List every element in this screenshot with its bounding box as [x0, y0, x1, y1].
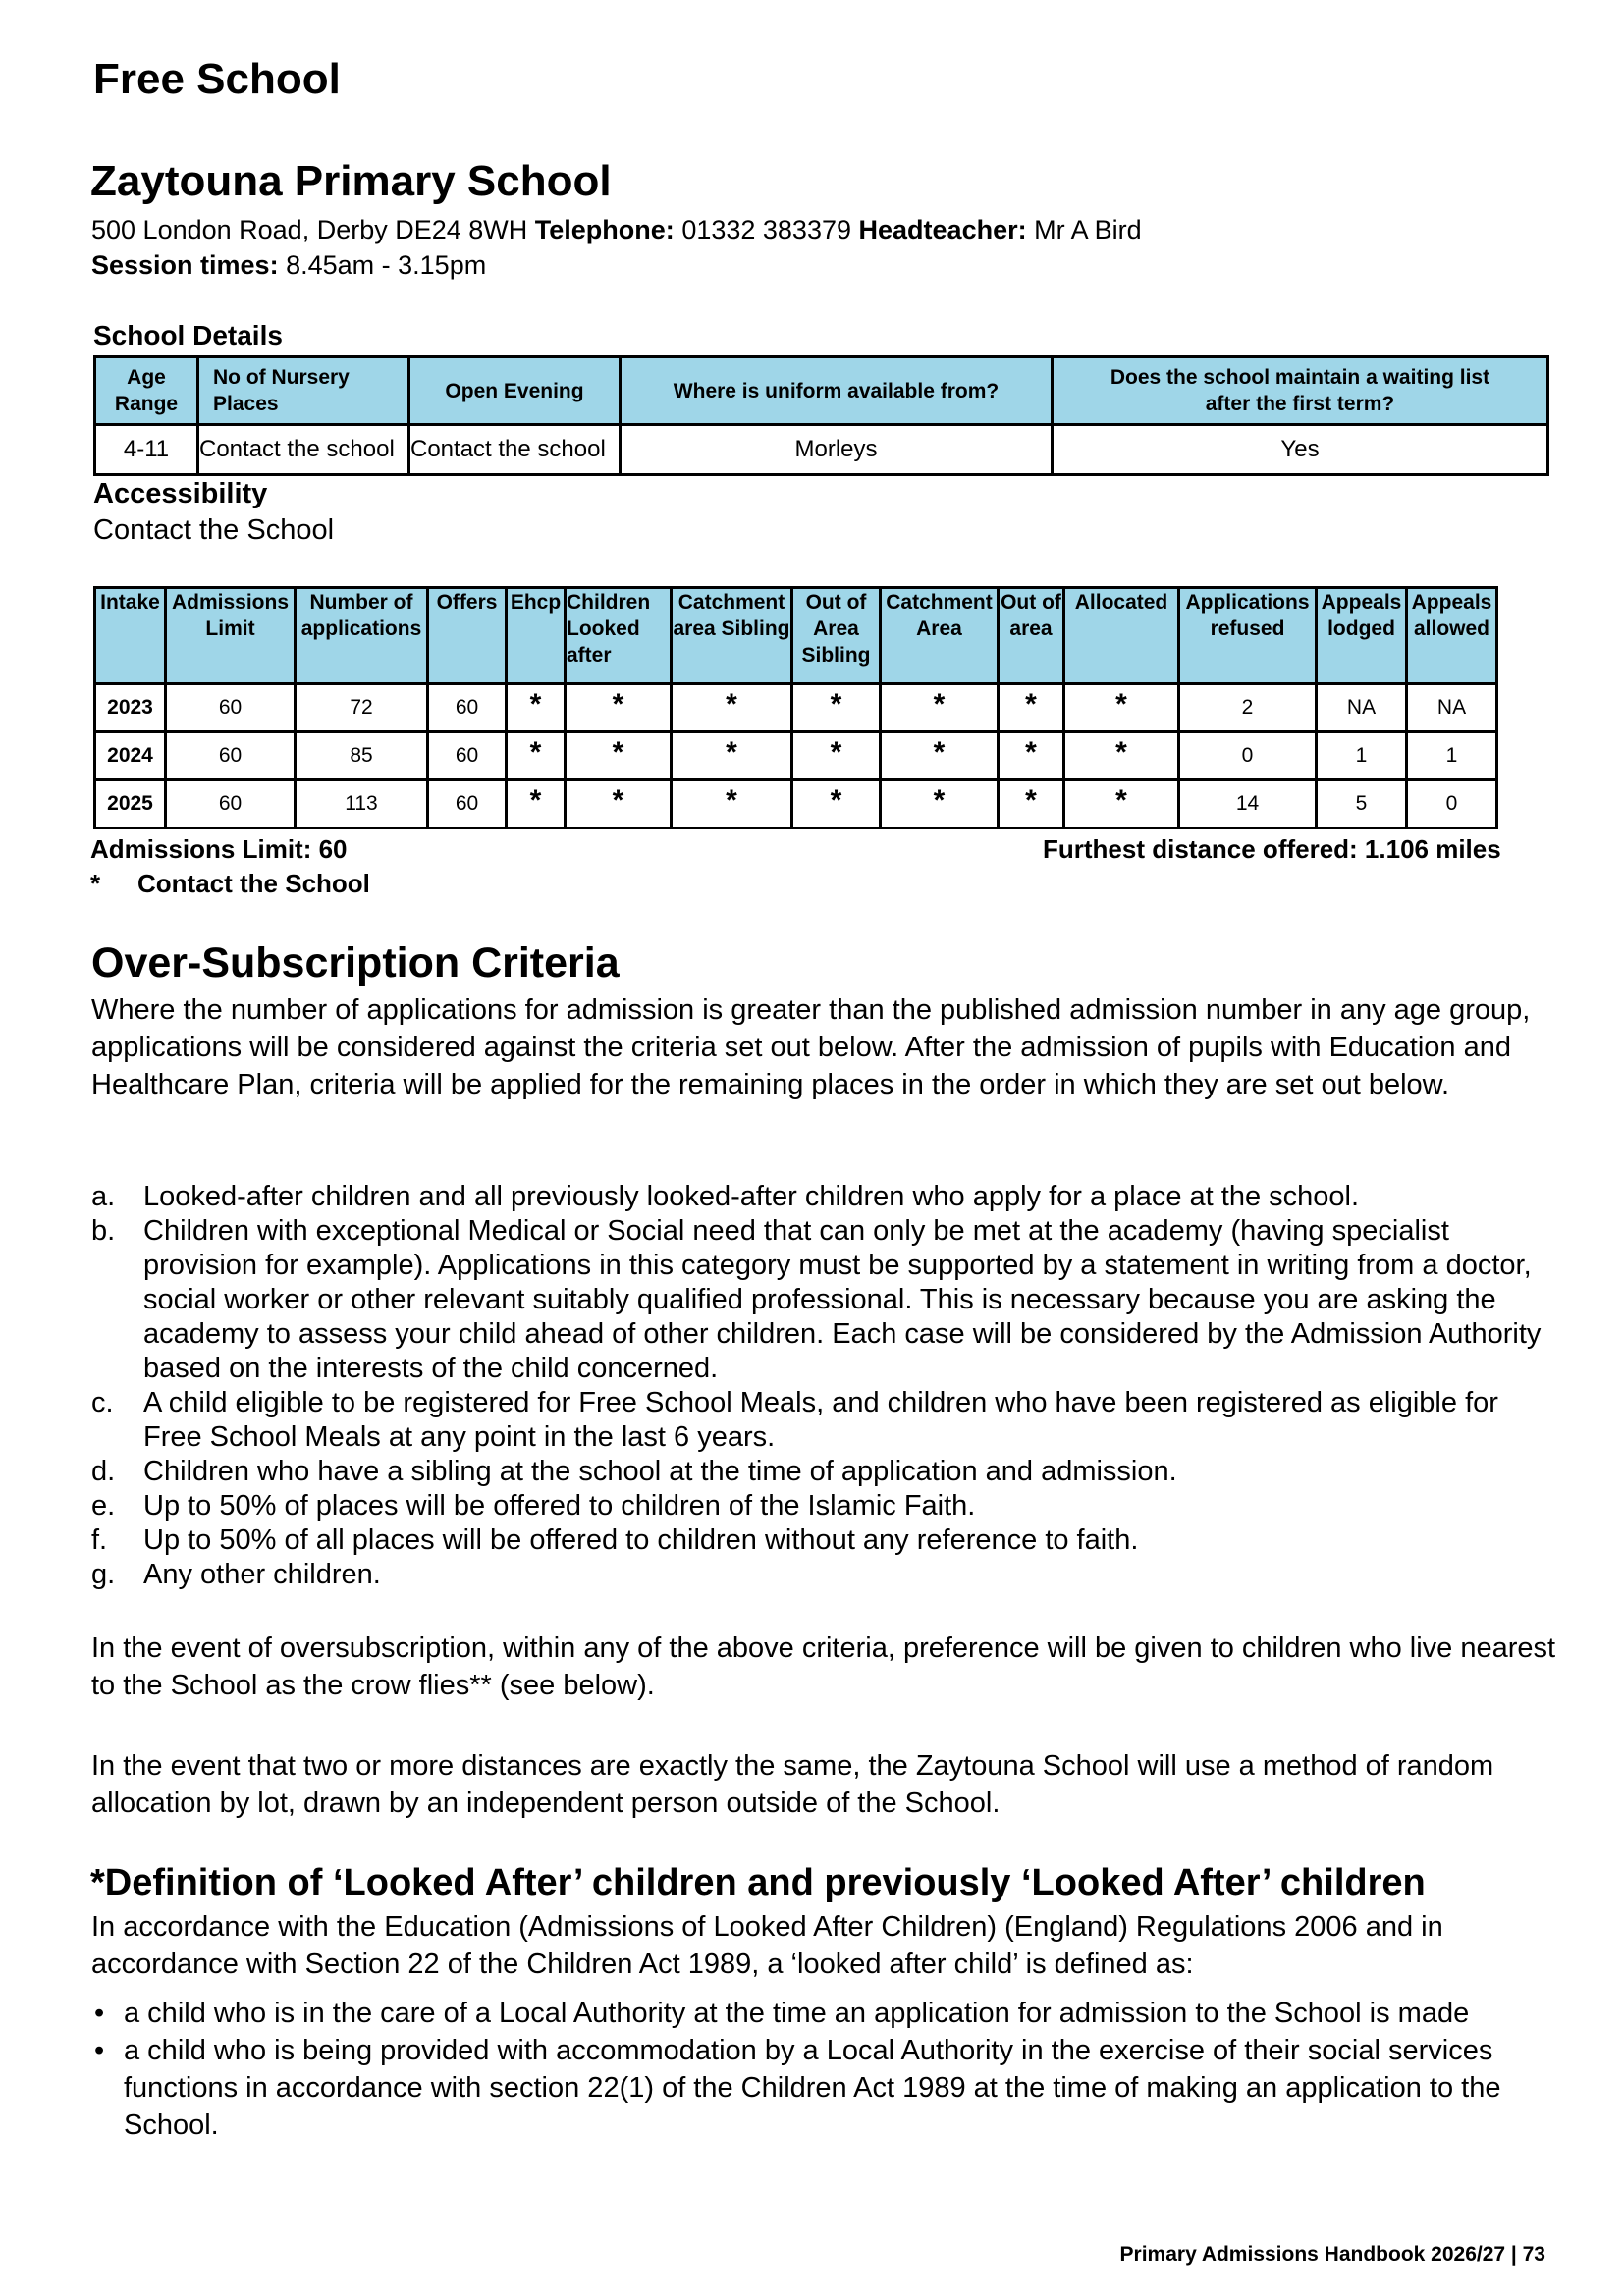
cell: 1 [1407, 732, 1497, 780]
header-number-applications: Number of applications [296, 588, 428, 684]
table-note [90, 869, 370, 899]
cell: 60 [166, 732, 296, 780]
headteacher: Mr A Bird [1034, 215, 1142, 244]
cell: * [881, 780, 999, 828]
cell: 85 [296, 732, 428, 780]
list-item [91, 1523, 1564, 1558]
table-row [95, 732, 1497, 780]
cell: 72 [296, 684, 428, 732]
cell: 0 [1179, 732, 1317, 780]
table-row [95, 780, 1497, 828]
cell-nursery-places: Contact the school [198, 425, 409, 475]
cell-intake: 2025 [95, 780, 166, 828]
header-out-area-sibling: Out of Area Sibling [792, 588, 881, 684]
school-details-table [93, 355, 1549, 476]
cell: * [507, 684, 566, 732]
page-footer: Primary Admissions Handbook 2026/27 | 73 [1119, 2243, 1545, 2266]
cell: 14 [1179, 780, 1317, 828]
cell: NA [1407, 684, 1497, 732]
header-catchment-area: Catchment Area [881, 588, 999, 684]
address: 500 London Road, Derby DE24 8WH [91, 215, 528, 244]
header-catchment-sibling: Catchment area Sibling [672, 588, 792, 684]
intake-header-row [95, 588, 1497, 684]
cell: 60 [428, 732, 507, 780]
cell: * [999, 780, 1064, 828]
cell: * [999, 684, 1064, 732]
list-text: a child who is in the care of a Local Authority at the time an application for admission to the School is made [124, 1998, 1470, 2029]
cell-uniform: Morleys [621, 425, 1053, 475]
cell: 2 [1179, 684, 1317, 732]
cell: * [1064, 780, 1179, 828]
header-offers: Offers [428, 588, 507, 684]
bullet-icon: • [94, 2035, 105, 2066]
furthest-distance-text: Furthest distance offered: 1.106 miles [1043, 834, 1501, 864]
table-header-row [95, 357, 1548, 425]
definition-list [91, 1995, 1505, 2144]
header-appeals-lodged: Appeals lodged [1317, 588, 1407, 684]
header-looked-after: Children Looked after [566, 588, 672, 684]
cell: * [566, 732, 672, 780]
admissions-limit-text: Admissions Limit: 60 [90, 834, 348, 864]
list-item [91, 1180, 1564, 1214]
headteacher-label: Headteacher: [858, 215, 1027, 244]
list-item [91, 1386, 1564, 1455]
list-item [91, 1558, 1564, 1592]
cell: * [566, 780, 672, 828]
cell: * [1064, 684, 1179, 732]
header-out-of-area: Out of area [999, 588, 1064, 684]
cell-age-range: 4-11 [95, 425, 198, 475]
cell: * [566, 684, 672, 732]
session-times: 8.45am - 3.15pm [286, 250, 487, 280]
list-text: Children who have a sibling at the school at the time of application and admission. [143, 1456, 1177, 1487]
cell-waiting-list: Yes [1053, 425, 1548, 475]
contact-line [91, 212, 1142, 247]
list-text: A child eligible to be registered for Free School Meals, and children who have been registered as eligible for Free School Meals at any point in the last 6 years. [143, 1387, 1498, 1453]
cell: * [507, 732, 566, 780]
header-appeals-allowed: Appeals allowed [1407, 588, 1497, 684]
header-applications-refused: Applications refused [1179, 588, 1317, 684]
header-nursery-places: No of Nursery Places [198, 357, 409, 425]
note-text: Contact the School [137, 869, 370, 898]
telephone-label: Telephone: [534, 215, 675, 244]
list-text: Up to 50% of all places will be offered to children without any reference to faith. [143, 1524, 1139, 1556]
list-text: Looked-after children and all previously looked-after children who apply for a place at the school. [143, 1181, 1360, 1212]
list-marker: b. [91, 1215, 116, 1247]
header-age-range: Age Range [95, 357, 198, 425]
cell: * [672, 684, 792, 732]
header-uniform: Where is uniform available from? [621, 357, 1053, 425]
table-row [95, 684, 1497, 732]
list-item [91, 1995, 1505, 2032]
cell: 60 [166, 780, 296, 828]
cell: NA [1317, 684, 1407, 732]
cell: 1 [1317, 732, 1407, 780]
header-waiting-list: Does the school maintain a waiting list after the first term? [1053, 357, 1548, 425]
session-label: Session times: [91, 250, 279, 280]
telephone: 01332 383379 [681, 215, 851, 244]
accessibility-value: Contact the School [93, 514, 335, 546]
cell: * [792, 780, 881, 828]
distance-paragraph: In the event of oversubscription, within any of the above criteria, preference will be given to children who live nearest to the School as the crow flies** (see below). [91, 1632, 1556, 1701]
list-marker: g. [91, 1559, 116, 1590]
list-item [91, 1489, 1564, 1523]
list-text: Children with exceptional Medical or Social need that can only be met at the academy (having specialist provision for example). Applications in this category must be supported by a statement in writing from a doctor, social worker or other relevant suitably qualified professional. This is necessary because you are asking the academy to assess your child ahead of other children. Each case will be considered by the Admission Authority based on the interests of the child concerned. [143, 1215, 1542, 1384]
oversubscription-intro: Where the number of applications for admission is greater than the published admission number in any age group, applications will be considered against the criteria set out below. After the admission of pupils with Education and Healthcare Plan, criteria will be applied for the remaining places in the order in which they are set out below. [91, 994, 1531, 1100]
list-item [91, 1455, 1564, 1489]
cell-intake: 2023 [95, 684, 166, 732]
note-marker: * [90, 869, 101, 898]
oversubscription-title: Over-Subscription Criteria [91, 939, 620, 987]
list-item [91, 2032, 1505, 2144]
list-text: a child who is being provided with accommodation by a Local Authority in the exercise of their social services functions in accordance with section 22(1) of the Children Act 1989 at the time of making an application to the School. [124, 2035, 1501, 2141]
page-heading: Free School [93, 55, 341, 103]
list-marker: d. [91, 1456, 116, 1487]
list-text: Up to 50% of places will be offered to children of the Islamic Faith. [143, 1490, 976, 1522]
cell: * [507, 780, 566, 828]
definition-intro: In accordance with the Education (Admissions of Looked After Children) (England) Regulations 2006 and in accordance with Section 22 of the Children Act 1989, a ‘looked after child’ is defined as: [91, 1911, 1443, 1980]
header-allocated: Allocated [1064, 588, 1179, 684]
criteria-list [91, 1180, 1564, 1592]
list-marker: a. [91, 1181, 116, 1212]
accessibility-label: Accessibility [93, 478, 268, 509]
cell: * [672, 732, 792, 780]
header-open-evening: Open Evening [409, 357, 621, 425]
header-ehcp: Ehcp [507, 588, 566, 684]
school-contact [91, 212, 1142, 283]
cell: * [672, 780, 792, 828]
cell: 60 [428, 780, 507, 828]
session-line [91, 247, 1142, 283]
header-intake: Intake [95, 588, 166, 684]
cell: 60 [166, 684, 296, 732]
cell: * [792, 684, 881, 732]
cell: * [881, 684, 999, 732]
cell: * [1064, 732, 1179, 780]
table-row [95, 425, 1548, 475]
intake-table [93, 586, 1498, 829]
list-item [91, 1214, 1564, 1386]
definition-title: *Definition of ‘Looked After’ children and previously ‘Looked After’ children [90, 1862, 1426, 1903]
cell-intake: 2024 [95, 732, 166, 780]
cell: 60 [428, 684, 507, 732]
random-allocation-paragraph: In the event that two or more distances are exactly the same, the Zaytouna School will use a method of random allocation by lot, drawn by an independent person outside of the School. [91, 1750, 1494, 1819]
list-text: Any other children. [143, 1559, 381, 1590]
cell: * [792, 732, 881, 780]
bullet-icon: • [94, 1998, 105, 2029]
school-details-label: School Details [93, 320, 283, 350]
cell: * [881, 732, 999, 780]
list-marker: f. [91, 1524, 108, 1556]
cell-open-evening: Contact the school [409, 425, 621, 475]
list-marker: c. [91, 1387, 114, 1418]
cell: 113 [296, 780, 428, 828]
school-name: Zaytouna Primary School [90, 157, 612, 205]
cell: 5 [1317, 780, 1407, 828]
cell: * [999, 732, 1064, 780]
header-admissions-limit: Admissions Limit [166, 588, 296, 684]
cell: 0 [1407, 780, 1497, 828]
list-marker: e. [91, 1490, 116, 1522]
